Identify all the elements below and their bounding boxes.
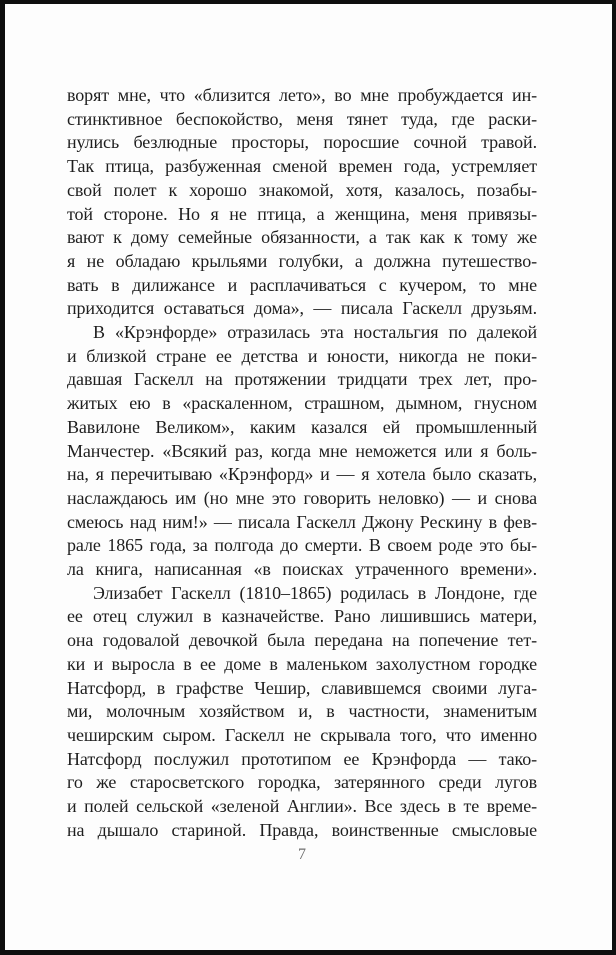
text-line: го же старосветского городка, затерянного среди лугов	[67, 772, 537, 793]
text-line: Вавилоне Великом», каким казался ей промышленный	[67, 416, 537, 437]
text-line: давшая Гаскелл на протяжении тридцати трех лет, про-	[67, 369, 537, 390]
text-line: вать в дилижансе и расплачиваться с кучером, то мне	[67, 274, 537, 295]
text-line: и полей сельской «зеленой Англии». Все здесь в те време-	[67, 796, 537, 817]
text-line: рале 1865 года, за полгода до смерти. В своем роде это бы-	[67, 535, 537, 556]
text-line: В «Крэнфорде» отразилась эта ностальгия по далекой	[93, 322, 537, 343]
text-line: приходится оставаться дома», — писала Гаскелл друзьям.	[67, 298, 537, 319]
text-line: стинктивное беспокойство, меня тянет туда, где раски-	[67, 108, 537, 129]
text-line: той стороне. Но я не птица, а женщина, меня привязы-	[67, 203, 537, 224]
page-number: 7	[298, 846, 306, 863]
text-line: житых ею в «раскаленном, страшном, дымном, гнусном	[67, 393, 537, 414]
text-line: ла книга, написанная «в поисках утраченного времени».	[67, 559, 537, 580]
text-line: Натсфорд послужил прототипом ее Крэнфорда — тако-	[67, 748, 537, 769]
text-line: нулись безлюдные просторы, поросшие сочной травой.	[67, 132, 537, 153]
text-line: она годовалой девочкой была передана на попечение тет-	[67, 630, 537, 651]
text-line: свой полет к хорошо знакомой, хотя, казалось, позабы-	[67, 179, 537, 200]
text-line: вают к дому семейные обязанности, а так как к тому же	[67, 227, 537, 248]
text-line: Натсфорд, в графстве Чешир, славившемся своими луга-	[67, 677, 537, 698]
text-line: наслаждаюсь им (но мне это говорить неловко) — и снова	[67, 487, 537, 508]
text-line: и близкой стране ее детства и юности, никогда не поки-	[67, 345, 537, 366]
text-line: Элизабет Гаскелл (1810–1865) родилась в Лондоне, где	[93, 582, 537, 603]
text-line: на, я перечитываю «Крэнфорд» и — я хотела было сказать,	[67, 464, 537, 485]
text-line: Манчестер. «Всякий раз, когда мне неможется или я боль-	[67, 440, 537, 461]
text-line: ми, молочным хозяйством и, в частности, знаменитым	[67, 701, 537, 722]
text-line: я не обладаю крыльями голубки, а должна путешество-	[67, 250, 537, 271]
text-line: чеширским сыром. Гаскелл не скрывала того, что именно	[67, 724, 537, 745]
book-page	[5, 4, 612, 950]
text-line: смеюсь над ним!» — писала Гаскелл Джону Рескину в фев-	[67, 511, 537, 532]
text-line: ее отец служил в казначействе. Рано лишившись матери,	[67, 606, 537, 627]
text-line: ки и выросла в ее доме в маленьком захолустном городке	[67, 653, 537, 674]
text-line: ворят мне, что «близится лето», во мне пробуждается ин-	[67, 85, 537, 105]
text-line: на дышало стариной. Правда, воинственные смысловые	[67, 819, 537, 840]
text-line: Так птица, разбуженная сменой времен года, устремляет	[67, 156, 537, 177]
page-text	[67, 84, 537, 843]
